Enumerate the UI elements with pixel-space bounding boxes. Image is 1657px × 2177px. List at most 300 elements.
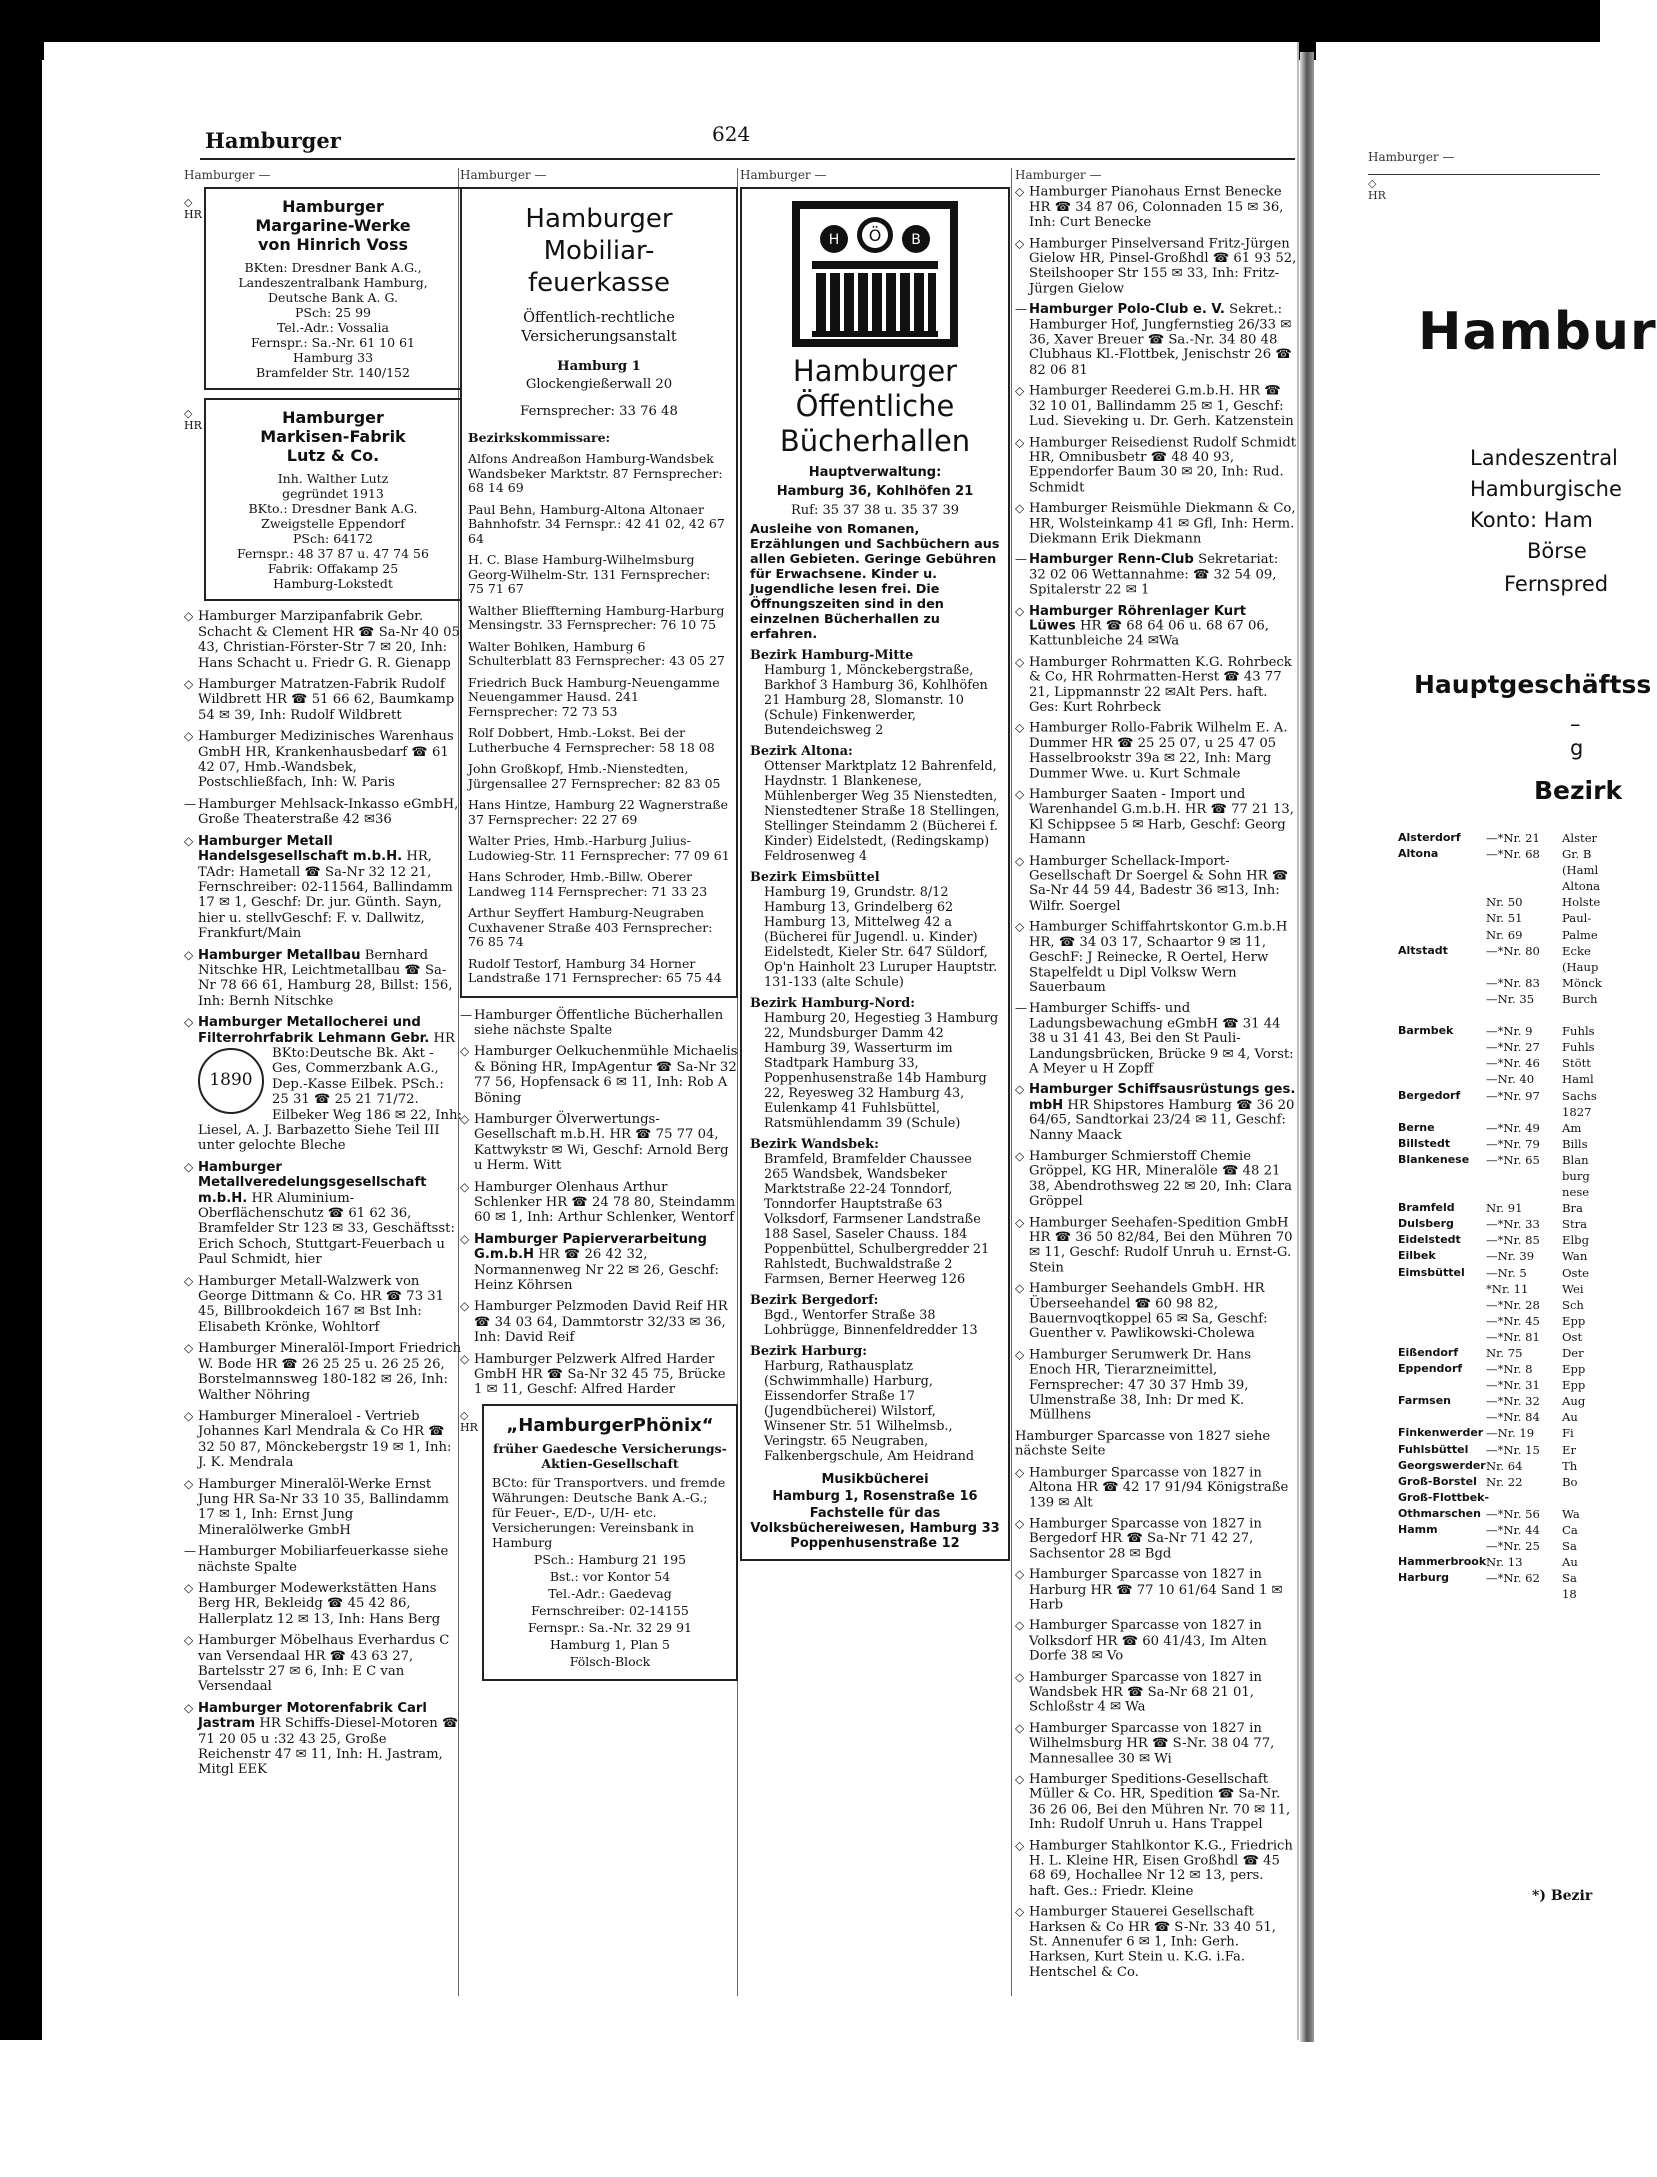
entry-text: HR Shipstores Hamburg ☎ 36 20 64/65, Sandtorkai 23/24 ✉ 11, Geschf: Nanny Maack bbox=[1029, 1097, 1295, 1143]
district-name: Groß-Flottbek- bbox=[1398, 1490, 1490, 1504]
district-branches-list: Hamburg 20, Hegestieg 3 Hamburg 22, Mundsburger Damm 42 Hamburg 39, Wasserturm im Stadtpark Hamburg 33, Poppenhusenstraße 14b Hamburg 22, Reyesweg 32 Hamburg 43, Eulenkamp 41 Fuhlsbüttel, Ratsmühlendamm 39 (Schule) bbox=[764, 1011, 999, 1132]
district-number: Nr. 91 bbox=[1486, 1201, 1523, 1216]
diamond-icon: ◇ bbox=[1015, 654, 1025, 669]
directory-entry bbox=[184, 609, 462, 671]
directory-entry bbox=[1015, 236, 1297, 296]
directory-entry bbox=[460, 1299, 738, 1345]
ad-box-markisen-fabrik bbox=[204, 398, 462, 601]
district-number: —*Nr. 44 bbox=[1486, 1523, 1540, 1538]
district-name: Fuhlsbüttel bbox=[1398, 1442, 1469, 1456]
column-head: Hamburger — bbox=[460, 168, 547, 182]
diamond-icon: ◇ bbox=[1015, 185, 1025, 199]
entry-name: Hamburger Papierverarbeitung G.m.b.H bbox=[474, 1231, 707, 1263]
district-table bbox=[1398, 830, 1600, 1603]
district-street: Ca bbox=[1562, 1523, 1578, 1538]
entry-name: Hamburger Polo-Club e. V. bbox=[1029, 302, 1225, 318]
district-row bbox=[1398, 1506, 1600, 1522]
diamond-icon: ◇ bbox=[1015, 1281, 1025, 1296]
district-heading: Bezirk Hamburg-Nord: bbox=[750, 996, 915, 1012]
head-office-address: Hamburg 36, Kohlhöfen 21 bbox=[776, 484, 974, 500]
ad-title-line: „HamburgerPhönix“ bbox=[506, 1414, 714, 1436]
district-row bbox=[1398, 846, 1600, 862]
district-row bbox=[1398, 1377, 1600, 1393]
entry-text: Hamburger Seehafen-Spedition GmbH HR ☎ 36 50 82/84, Bei den Mühren 70 ✉ 11, Geschf: Rudolf Unruh u. Ernst-G. Stein bbox=[1029, 1215, 1293, 1276]
entry-text: Hamburger Schiffs- und Ladungsbewachung eGmbH ☎ 31 44 38 u 31 41 43, Bei den St Pauli-Landungsbrücken, Brücke 9 ✉ 4, Vorst: A Meyer u H Zopff bbox=[1029, 1001, 1294, 1077]
ad-line: PSch: 25 99 bbox=[295, 305, 371, 321]
district-street: nese bbox=[1562, 1185, 1590, 1200]
ad-title-line: Lutz & Co. bbox=[286, 446, 380, 466]
directory-entry bbox=[1015, 1348, 1297, 1423]
directory-entry bbox=[184, 1274, 462, 1336]
entry-text: Hamburger Pianohaus Ernst Benecke HR ☎ 34 87 06, Colonnaden 15 ✉ 36, Inh: Curt Benecke bbox=[1029, 185, 1284, 230]
directory-entry bbox=[1015, 655, 1297, 715]
column-1 bbox=[184, 168, 462, 1784]
district-number: —*Nr. 45 bbox=[1486, 1313, 1540, 1328]
ad-line: Hamburg 33 bbox=[292, 350, 374, 366]
commissioner: Arthur Seyffert Hamburg-Neugraben Cuxhavener Straße 403 Fernsprecher: 76 85 74 bbox=[468, 905, 713, 950]
district-street: Gr. B bbox=[1562, 847, 1592, 862]
directory-entry bbox=[1015, 384, 1297, 429]
district-heading: Bezirk Harburg: bbox=[750, 1344, 867, 1360]
ad-line: Bst.: vor Kontor 54 bbox=[549, 1568, 671, 1584]
facing-page-rule bbox=[1368, 174, 1600, 175]
district-street: Ost bbox=[1562, 1329, 1583, 1344]
district-name: Billstedt bbox=[1398, 1136, 1451, 1150]
hr-marker: ◇ HR bbox=[184, 407, 202, 433]
district-row bbox=[1398, 1393, 1600, 1409]
diamond-icon: ◇ bbox=[184, 1408, 194, 1423]
directory-entry bbox=[460, 1044, 738, 1106]
directory-entry bbox=[184, 948, 462, 1010]
commissioner: Hans Hintze, Hamburg 22 Wagnerstraße 37 Fernsprecher: 22 27 69 bbox=[468, 797, 729, 827]
facing-heading: Hauptgeschäftss bbox=[1414, 670, 1652, 699]
district-street: Fuhls bbox=[1562, 1024, 1595, 1039]
district-branches bbox=[750, 648, 1000, 1464]
music-library-line: Fachstelle für das Volksbüchereiwesen, Hamburg 33 Poppenhusenstraße 12 bbox=[750, 1506, 1000, 1552]
district-street: Palme bbox=[1562, 927, 1598, 942]
entries-list bbox=[460, 1008, 738, 1398]
entry-text: Hamburger Stahlkontor K.G., Friedrich H. L. Kleine HR, Eisen Großhdl ☎ 45 68 69, Hochallee Nr 12 ✉ 13, pers. haft. Ges.: Friedr. Kleine bbox=[1029, 1838, 1293, 1899]
entry-text: Hamburger Modewerkstätten Hans Berg HR, Bekleidg ☎ 45 42 86, Hallerplatz 12 ✉ 13, Inh: Hans Berg bbox=[198, 1580, 441, 1627]
diamond-icon: ◇ bbox=[1015, 1904, 1025, 1919]
district-name: Finkenwerder bbox=[1398, 1426, 1484, 1440]
district-street: Haml bbox=[1562, 1072, 1594, 1087]
hr-marker: ◇ HR bbox=[184, 196, 202, 222]
district-row bbox=[1398, 1088, 1600, 1104]
directory-entry bbox=[460, 1232, 738, 1294]
district-row bbox=[1398, 1425, 1600, 1441]
entry-text: HR, TAdr: Hametall ☎ Sa-Nr 32 12 21, Fernschreiber: 02-11564, Ballindamm 17 ✉ 1, Geschf: Dr. jur. Günth. Sayn, hier u. stellvGeschf: F. v. Dallwitz, Frankfurt/Main bbox=[198, 849, 453, 942]
diamond-icon: ◇ bbox=[1015, 1082, 1025, 1097]
district-row bbox=[1398, 1474, 1600, 1490]
district-name: Dulsberg bbox=[1398, 1217, 1454, 1231]
entry-text: Hamburger Sparcasse von 1827 siehe nächste Seite bbox=[1015, 1429, 1271, 1459]
district-street: (Haml bbox=[1562, 863, 1599, 878]
diamond-icon: ◇ bbox=[1015, 1721, 1025, 1735]
facing-line: Börse bbox=[1527, 539, 1587, 563]
directory-entry bbox=[1015, 501, 1297, 546]
district-row bbox=[1398, 1522, 1600, 1538]
entry-name: Hamburger Röhrenlager Kurt Lüwes bbox=[1029, 603, 1247, 634]
book-spine bbox=[1300, 52, 1314, 2042]
district-row bbox=[1398, 1586, 1600, 1602]
entry-text: Bernhard Nitschke HR, Leichtmetallbau ☎ Sa-Nr 78 66 61, Hamburg 28, Billst: 156, Inh: Bernh Nitschke bbox=[198, 947, 453, 1009]
entry-name: Hamburger Renn-Club bbox=[1029, 552, 1194, 568]
district-row bbox=[1398, 830, 1600, 846]
diamond-icon: ◇ bbox=[1015, 1215, 1025, 1229]
facing-footnote: *) Bezir bbox=[1532, 1888, 1593, 1904]
diamond-icon: ◇ bbox=[1015, 383, 1025, 398]
district-number: Nr. 50 bbox=[1486, 895, 1523, 910]
ad-line: Fabrik: Offakamp 25 bbox=[267, 561, 399, 577]
facing-line: Konto: Ham bbox=[1470, 508, 1593, 532]
diamond-icon: ◇ bbox=[460, 1044, 470, 1059]
district-number: —*Nr. 80 bbox=[1486, 943, 1540, 958]
district-street: Sa bbox=[1562, 1539, 1577, 1554]
district-number: —*Nr. 31 bbox=[1486, 1378, 1540, 1393]
info-text: Ausleihe von Romanen, Erzählungen und Sachbüchern aus allen Gebieten. Geringe Gebühren für Erwachsene. Kinder u. Jugendliche lesen frei. Die Öffnungszeiten sind in den einzelnen Bücherhallen zu erfahren. bbox=[750, 522, 1000, 643]
district-heading: Bezirk Bergedorf: bbox=[750, 1293, 879, 1309]
entry-text: Hamburger Metall-Walzwerk von George Dittmann & Co. HR ☎ 73 31 45, Billbrookdeich 167 ✉ Bst Inh: Elisabeth Krönke, Wohltorf bbox=[198, 1273, 445, 1335]
district-row bbox=[1398, 862, 1600, 878]
ad-line: Fernspr.: Sa.-Nr. 61 10 61 bbox=[251, 335, 415, 351]
ad-title-line: Margarine-Werke bbox=[255, 216, 411, 236]
district-branches-list: Hamburg 19, Grundstr. 8/12 Hamburg 13, Grindelberg 62 Hamburg 13, Mittelweg 42 a (Bücherei für Jugendl. u. Kinder) Eidelstedt, Kieler Str. 647 Süldorf, Op'n Hainholt 23 Luruper Hauptstr. 131-133 (alte Schule) bbox=[764, 885, 998, 991]
directory-entry bbox=[1015, 1083, 1297, 1143]
diamond-icon: ◇ bbox=[1015, 787, 1025, 802]
diamond-icon: ◇ bbox=[184, 833, 194, 848]
entry-text: Hamburger Pelzwerk Alfred Harder GmbH HR ☎ Sa-Nr 32 45 75, Brücke 1 ✉ 11, Geschf: Alfred Harder bbox=[474, 1351, 726, 1398]
diamond-icon: ◇ bbox=[460, 1179, 470, 1194]
entry-text: Hamburger Mineraloel - Vertrieb Johannes Karl Mendrala & Co HR ☎ 32 50 87, Mönckebergstr 19 ✉ 1, Inh: J. K. Mendrala bbox=[198, 1408, 452, 1471]
district-row bbox=[1398, 975, 1600, 991]
district-number: —*Nr. 81 bbox=[1486, 1329, 1540, 1344]
diamond-icon: ◇ bbox=[184, 609, 194, 624]
district-street: Epp bbox=[1562, 1362, 1586, 1377]
district-name: Eidelstedt bbox=[1398, 1233, 1461, 1247]
district-heading: Bezirk Hamburg-Mitte bbox=[750, 648, 914, 664]
commissioner: Rolf Dobbert, Hmb.-Lokst. Bei der Lutherbuche 4 Fernsprecher: 58 18 08 bbox=[468, 725, 715, 755]
district-row bbox=[1398, 878, 1600, 894]
district-number: —*Nr. 97 bbox=[1486, 1088, 1540, 1103]
district-row bbox=[1398, 1281, 1600, 1297]
entry-text: Hamburger Stauerei Gesellschaft Harksen & Co HR ☎ S-Nr. 33 40 51, St. Annenufer 6 ✉ 1, Inh: Gerh. Harksen, Kurt Stein u. K.G. i.Fa. Hentschel & Co. bbox=[1029, 1904, 1276, 1980]
diamond-icon: ◇ bbox=[184, 1159, 194, 1174]
entry-name: Hamburger Metallveredelungsgesellschaft m.b.H. bbox=[198, 1159, 427, 1206]
directory-entry bbox=[1015, 854, 1297, 914]
district-street: Mönck bbox=[1562, 975, 1602, 990]
district-row bbox=[1398, 910, 1600, 926]
district-number: —*Nr. 85 bbox=[1486, 1233, 1540, 1248]
diamond-icon: ◇ bbox=[1015, 1838, 1025, 1853]
ad-box-hamburger-phoenix bbox=[482, 1404, 738, 1681]
district-number: Nr. 22 bbox=[1486, 1474, 1523, 1489]
district-number: —Nr. 19 bbox=[1486, 1426, 1535, 1441]
svg-text:Ö: Ö bbox=[868, 226, 882, 246]
district-heading: Bezirk Eimsbüttel bbox=[750, 870, 880, 886]
entry-text: Hamburger Sparcasse von 1827 in Volksdorf HR ☎ 60 41/43, Im Alten Dorfe 38 ✉ Vo bbox=[1029, 1618, 1267, 1664]
entry-text: Hamburger Schiffahrtskontor G.m.b.H HR, ☎ 34 03 17, Schaartor 9 ✉ 11, GeschF: J Reinecke, R Oertel, Herw Stapelfeldt u Dipl Volksw Wern Sauerbaum bbox=[1029, 919, 1288, 996]
directory-entry bbox=[1015, 1429, 1297, 1459]
diamond-icon: ◇ bbox=[1015, 721, 1025, 735]
directory-entry bbox=[1015, 1839, 1297, 1899]
directory-entry bbox=[1015, 1905, 1297, 1980]
diamond-icon: ◇ bbox=[184, 677, 194, 692]
district-number: —Nr. 39 bbox=[1486, 1249, 1535, 1264]
diamond-icon: ◇ bbox=[1015, 236, 1025, 250]
directory-entry bbox=[184, 1701, 462, 1778]
directory-entry bbox=[1015, 604, 1297, 649]
diamond-icon: ◇ bbox=[184, 947, 194, 962]
district-street: Sa bbox=[1562, 1571, 1577, 1586]
diamond-icon: ◇ bbox=[1015, 435, 1025, 449]
district-row bbox=[1398, 1538, 1600, 1554]
svg-text:B: B bbox=[911, 232, 921, 249]
district-name: Bergedorf bbox=[1398, 1088, 1461, 1102]
diamond-icon: ◇ bbox=[1015, 853, 1025, 868]
district-row bbox=[1398, 1297, 1600, 1313]
district-row bbox=[1398, 1442, 1600, 1458]
ad-line: Fernschreiber: 02-14155 bbox=[531, 1602, 689, 1618]
entry-text: Hamburger Schellack-Import-Gesellschaft Dr Soergel & Sohn HR ☎ Sa-Nr 44 59 44, Badestr 36 ✉13, Inh: Wilfr. Soergel bbox=[1029, 853, 1289, 914]
district-name: Georgswerder bbox=[1398, 1458, 1486, 1472]
entry-text: Hamburger Rollo-Fabrik Wilhelm E. A. Dummer HR ☎ 25 25 07, u 25 47 05 Hasselbrookstr 39a ✉ 22, Inh: Marg Dummer Wwe. u. Kurt Schmale bbox=[1029, 721, 1288, 782]
district-row bbox=[1398, 1023, 1600, 1039]
directory-entry bbox=[1015, 185, 1297, 230]
directory-entry bbox=[1015, 1670, 1297, 1715]
svg-text:H: H bbox=[828, 232, 840, 249]
district-number: —*Nr. 56 bbox=[1486, 1506, 1540, 1521]
hr-marker: ◇ HR bbox=[1368, 177, 1386, 202]
district-number: —*Nr. 25 bbox=[1486, 1539, 1540, 1554]
district-number: —*Nr. 33 bbox=[1486, 1217, 1540, 1232]
commissioner: John Großkopf, Hmb.-Nienstedten, Jürgensallee 27 Fernsprecher: 82 83 05 bbox=[468, 761, 721, 791]
district-number: —Nr. 35 bbox=[1486, 991, 1535, 1006]
directory-entry bbox=[184, 1015, 462, 1154]
entry-name: Hamburger Metallocherei und Filterrohrfabrik Lehmann Gebr. bbox=[198, 1015, 430, 1046]
ad-line: Tel.-Adr.: Vossalia bbox=[277, 320, 389, 336]
district-name: Barmbek bbox=[1398, 1024, 1454, 1038]
district-number: —Nr. 5 bbox=[1486, 1265, 1527, 1280]
district-street: burg bbox=[1562, 1168, 1590, 1183]
directory-entry bbox=[1015, 787, 1297, 847]
directory-entry bbox=[460, 1112, 738, 1174]
district-row bbox=[1398, 1361, 1600, 1377]
district-street: Alster bbox=[1562, 831, 1598, 845]
district-number: Nr. 51 bbox=[1486, 911, 1523, 926]
directory-entry bbox=[184, 834, 462, 942]
directory-entry bbox=[1015, 435, 1297, 495]
ad-line: BKten: Dresdner Bank A.G., bbox=[244, 260, 422, 276]
commissioner: Alfons Andreaßon Hamburg-Wandsbek Wandsbeker Marktstr. 87 Fernsprecher: 68 14 69 bbox=[468, 451, 723, 496]
entry-text: Hamburger Sparcasse von 1827 in Wilhelmsburg HR ☎ S-Nr. 38 04 77, Mannesallee 30 ✉ Wi bbox=[1029, 1721, 1275, 1766]
directory-entry bbox=[460, 1352, 738, 1398]
ad-address: Hamburg 1 bbox=[557, 359, 641, 375]
diamond-icon: ◇ bbox=[460, 1231, 470, 1246]
district-street: Er bbox=[1562, 1442, 1577, 1457]
district-row bbox=[1398, 1232, 1600, 1248]
entry-text: Hamburger Saaten - Import und Warenhandel G.m.b.H. HR ☎ 77 21 13, Kl Schippsee 5 ✉ Harb, Geschf: Georg Hamann bbox=[1029, 787, 1295, 848]
district-number: —*Nr. 84 bbox=[1486, 1410, 1540, 1425]
ad-line: gegründet 1913 bbox=[282, 486, 384, 502]
head-office-label: Hauptverwaltung: bbox=[808, 464, 942, 480]
diamond-icon: ◇ bbox=[1015, 501, 1025, 516]
district-number: —*Nr. 79 bbox=[1486, 1136, 1540, 1151]
entry-text: Hamburger Reismühle Diekmann & Co, HR, Wolsteinkamp 41 ✉ Gfl, Inh: Herm. Diekmann Erik Diekmann bbox=[1029, 501, 1296, 547]
ad-phoenix bbox=[460, 1404, 738, 1681]
diamond-icon: ◇ bbox=[1015, 1567, 1025, 1582]
facing-heading: Bezirk bbox=[1534, 776, 1623, 805]
ad-line: Hamburg-Lokstedt bbox=[273, 576, 393, 592]
district-row bbox=[1398, 1071, 1600, 1087]
diamond-icon: ◇ bbox=[460, 1299, 470, 1314]
district-street: Paul- bbox=[1562, 911, 1592, 926]
district-branches-list: Bramfeld, Bramfelder Chaussee 265 Wandsbek, Wandsbeker Marktstraße 22-24 Tonndorf, Tonndorfer Hauptstraße 63 Volksdorf, Farmsener Landstraße 188 Sasel, Saseler Chauss. 184 Poppenbüttel, Schulbergredder 21 Rahlstedt, Buchwaldstraße 2 Farmsen, Berner Heerweg 126 bbox=[764, 1152, 990, 1288]
district-row bbox=[1398, 1216, 1600, 1232]
diamond-icon: ◇ bbox=[184, 1015, 194, 1030]
district-number: —*Nr. 83 bbox=[1486, 975, 1540, 990]
district-number: —Nr. 40 bbox=[1486, 1072, 1535, 1087]
entry-name: Hamburger Metall Handelsgesellschaft m.b.H. bbox=[198, 833, 403, 865]
district-street: Wan bbox=[1562, 1249, 1588, 1264]
entry-text: Hamburger Sparcasse von 1827 in Bergedorf HR ☎ Sa-Nr 71 42 27, Sachsentor 28 ✉ Bgd bbox=[1029, 1516, 1262, 1562]
district-street: Fuhls bbox=[1562, 1040, 1595, 1055]
ad-line: Fernspr.: 48 37 87 u. 47 74 56 bbox=[237, 546, 429, 562]
district-street: Sachs bbox=[1562, 1088, 1597, 1103]
facing-line: Landeszentral bbox=[1470, 446, 1618, 470]
diamond-icon: ◇ bbox=[460, 1351, 470, 1366]
district-street: Blan bbox=[1562, 1152, 1589, 1167]
district-street: Burch bbox=[1562, 991, 1598, 1006]
commissioner: Walther Blieffterning Hamburg-Harburg Mensingstr. 33 Fernsprecher: 76 10 75 bbox=[468, 602, 725, 633]
district-row bbox=[1398, 1570, 1600, 1586]
district-street: Wei bbox=[1562, 1281, 1584, 1296]
entry-text: Hamburger Öffentliche Bücherhallen siehe nächste Spalte bbox=[474, 1007, 724, 1038]
ad-title-line: Hamburger bbox=[282, 408, 384, 428]
directory-entry bbox=[1015, 552, 1297, 597]
district-street: Au bbox=[1562, 1555, 1578, 1570]
entry-text: Hamburger Sparcasse von 1827 in Harburg HR ☎ 77 10 61/64 Sand 1 ✉ Harb bbox=[1029, 1567, 1283, 1613]
district-row bbox=[1398, 1152, 1600, 1168]
medal-icon: 1890 bbox=[198, 1048, 264, 1114]
district-street: Sch bbox=[1562, 1297, 1584, 1312]
district-name: Othmarschen bbox=[1398, 1506, 1481, 1520]
district-street: Th bbox=[1562, 1458, 1578, 1473]
entry-text: HR Aluminium- Oberflächenschutz ☎ 61 62 36, Bramfelder Str 123 ✉ 33, Geschäftsst: Erich Schoch, Stuttgart-Feuerbach u Paul Schmidt, hier bbox=[198, 1190, 455, 1268]
music-library-line: Hamburg 1, Rosenstraße 16 bbox=[772, 1489, 978, 1505]
district-number: Nr. 64 bbox=[1486, 1458, 1523, 1473]
district-street: Oste bbox=[1562, 1265, 1589, 1280]
diamond-icon: — bbox=[184, 796, 196, 811]
directory-entry bbox=[184, 797, 462, 828]
entry-text: Sekretariat: 32 02 06 Wettannahme: ☎ 32 54 09, Spitalerstr 22 ✉ 1 bbox=[1029, 552, 1279, 598]
district-street: (Haup bbox=[1562, 959, 1599, 974]
facing-page-head: Hamburger — bbox=[1368, 150, 1455, 164]
ad-box-mobiliarfeuerkasse bbox=[460, 187, 738, 997]
header-rule bbox=[200, 158, 1295, 160]
entry-text: Hamburger Medizinisches Warenhaus GmbH HR, Krankenhausbedarf ☎ 61 42 07, Hmb.-Wandsbek, Postschließfach, Inh: W. Paris bbox=[198, 729, 454, 791]
ad-line: Inh. Walther Lutz bbox=[277, 471, 389, 487]
hr-marker: ◇ HR bbox=[460, 1408, 478, 1434]
district-heading: Bezirk Wandsbek: bbox=[750, 1137, 879, 1153]
diamond-icon: ◇ bbox=[184, 1580, 194, 1595]
district-row bbox=[1398, 1039, 1600, 1055]
entry-text: Hamburger Pinselversand Fritz-Jürgen Gielow HR, Pinsel-Großhdl ☎ 61 93 52, Steilshooper Str 155 ✉ 33, Inh: Fritz-Jürgen Gielow bbox=[1029, 236, 1297, 297]
entry-text: Hamburger Schmierstoff Chemie Gröppel, KG HR, Mineralöle ☎ 48 21 38, Abendrothsweg 22 ✉ 20, Inh: Clara Gröppel bbox=[1029, 1148, 1292, 1209]
diamond-icon: ◇ bbox=[1015, 1669, 1025, 1684]
directory-entry bbox=[1015, 1516, 1297, 1561]
directory-entry bbox=[184, 1409, 462, 1471]
directory-entry bbox=[1015, 1619, 1297, 1664]
facing-line: Hamburgische bbox=[1470, 477, 1622, 501]
commissioner: Walter Bohlken, Hamburg 6 Schulterblatt 83 Fernsprecher: 43 05 27 bbox=[468, 638, 725, 669]
diamond-icon: — bbox=[1015, 552, 1027, 567]
district-street: 18 bbox=[1562, 1587, 1577, 1602]
district-number: —*Nr. 15 bbox=[1486, 1442, 1540, 1457]
directory-entry bbox=[184, 1477, 462, 1539]
district-name: Hamm bbox=[1398, 1523, 1438, 1537]
directory-entry bbox=[1015, 1721, 1297, 1766]
diamond-icon: ◇ bbox=[1015, 1347, 1025, 1362]
diamond-icon: ◇ bbox=[184, 1476, 194, 1491]
directory-entry bbox=[1015, 1568, 1297, 1613]
district-row bbox=[1398, 991, 1600, 1007]
facing-line: – g bbox=[1570, 712, 1584, 760]
column-2 bbox=[460, 168, 738, 1689]
entry-text: Sekret.: Hamburger Hof, Jungfernstieg 26/33 ✉ 36, Xaver Breuer ☎ Sa.-Nr. 34 80 48 Clubhaus Kl.-Flottbek, Jenischstr 26 ☎ 82 06 81 bbox=[1029, 302, 1292, 378]
district-row bbox=[1398, 1168, 1600, 1184]
district-row bbox=[1398, 1055, 1600, 1071]
commissioners-heading: Bezirkskommissare: bbox=[468, 429, 611, 445]
entry-text: HR ☎ 26 42 32, Normannenweg Nr 22 ✉ 26, Geschf: Heinz Köhrsen bbox=[474, 1247, 719, 1294]
district-row bbox=[1398, 1007, 1600, 1023]
district-street: Am bbox=[1562, 1120, 1582, 1135]
district-number: Nr. 69 bbox=[1486, 927, 1523, 942]
district-name: Altstadt bbox=[1398, 943, 1448, 957]
district-row bbox=[1398, 1490, 1600, 1506]
district-branches-list: Hamburg 1, Mönckebergstraße, Barkhof 3 Hamburg 36, Kohlhöfen 21 Hamburg 28, Slomanstr. 10 (Schule) Finkenwerder, Butendeichsweg 2 bbox=[764, 663, 988, 739]
entry-text: Hamburger Möbelhaus Everhardus C van Versendaal HR ☎ 43 63 27, Bartelsstr 27 ✉ 6, Inh: E C van Versendaal bbox=[198, 1633, 450, 1695]
entry-text: Hamburger Marzipanfabrik Gebr. Schacht & Clement HR ☎ Sa-Nr 40 05 43, Christian-Förster-Str 7 ✉ 20, Inh: Hans Schacht u. Friedr G. R. Gienapp bbox=[198, 609, 460, 671]
directory-entry bbox=[1015, 1465, 1297, 1510]
district-row bbox=[1398, 1136, 1600, 1152]
district-street: Elbg bbox=[1562, 1233, 1590, 1248]
directory-entry bbox=[184, 677, 462, 723]
diamond-icon: ◇ bbox=[184, 729, 194, 744]
district-street: Bo bbox=[1562, 1474, 1578, 1489]
district-street: Epp bbox=[1562, 1313, 1586, 1328]
district-number: —*Nr. 21 bbox=[1486, 831, 1540, 845]
district-name: Farmsen bbox=[1398, 1394, 1452, 1408]
district-row bbox=[1398, 1313, 1600, 1329]
district-heading: Bezirk Altona: bbox=[750, 744, 853, 760]
directory-entry bbox=[1015, 1772, 1297, 1832]
district-row bbox=[1398, 1265, 1600, 1281]
ad-line: Zweigstelle Eppendorf bbox=[261, 516, 405, 532]
district-number: —*Nr. 8 bbox=[1486, 1362, 1533, 1377]
entry-name: Hamburger Metallbau bbox=[198, 947, 361, 963]
ad-title-line: feuerkasse bbox=[528, 268, 670, 299]
directory-entry bbox=[1015, 1149, 1297, 1209]
ad-line: Landeszentralbank Hamburg, bbox=[238, 275, 428, 291]
scan-border-left bbox=[0, 0, 42, 2040]
entry-text: Hamburger Seehandels GmbH. HR Überseehandel ☎ 60 98 82, Bauernvoqtkoppel 65 ✉ Sa, Geschf: Guenther v. Pawlikowski-Cholewa bbox=[1029, 1281, 1268, 1342]
district-branches-list: Bgd., Wentorfer Straße 38 Lohbrügge, Binnenfeldredder 13 bbox=[764, 1308, 978, 1339]
entry-text: HR Schiffs-Diesel-Motoren ☎ 71 20 05 u :32 43 25, Große Reichenstr 47 ✉ 11, Inh: H. Jastram, Mitgl EEK bbox=[198, 1716, 459, 1778]
directory-entry bbox=[184, 1544, 462, 1575]
commissioner: Friedrich Buck Hamburg-Neuengamme Neuengammer Hausd. 241 Fernsprecher: 72 73 53 bbox=[468, 674, 720, 719]
entry-text: Hamburger Sparcasse von 1827 in Altona HR ☎ 42 17 91/94 Königstraße 139 ✉ Alt bbox=[1029, 1465, 1289, 1511]
